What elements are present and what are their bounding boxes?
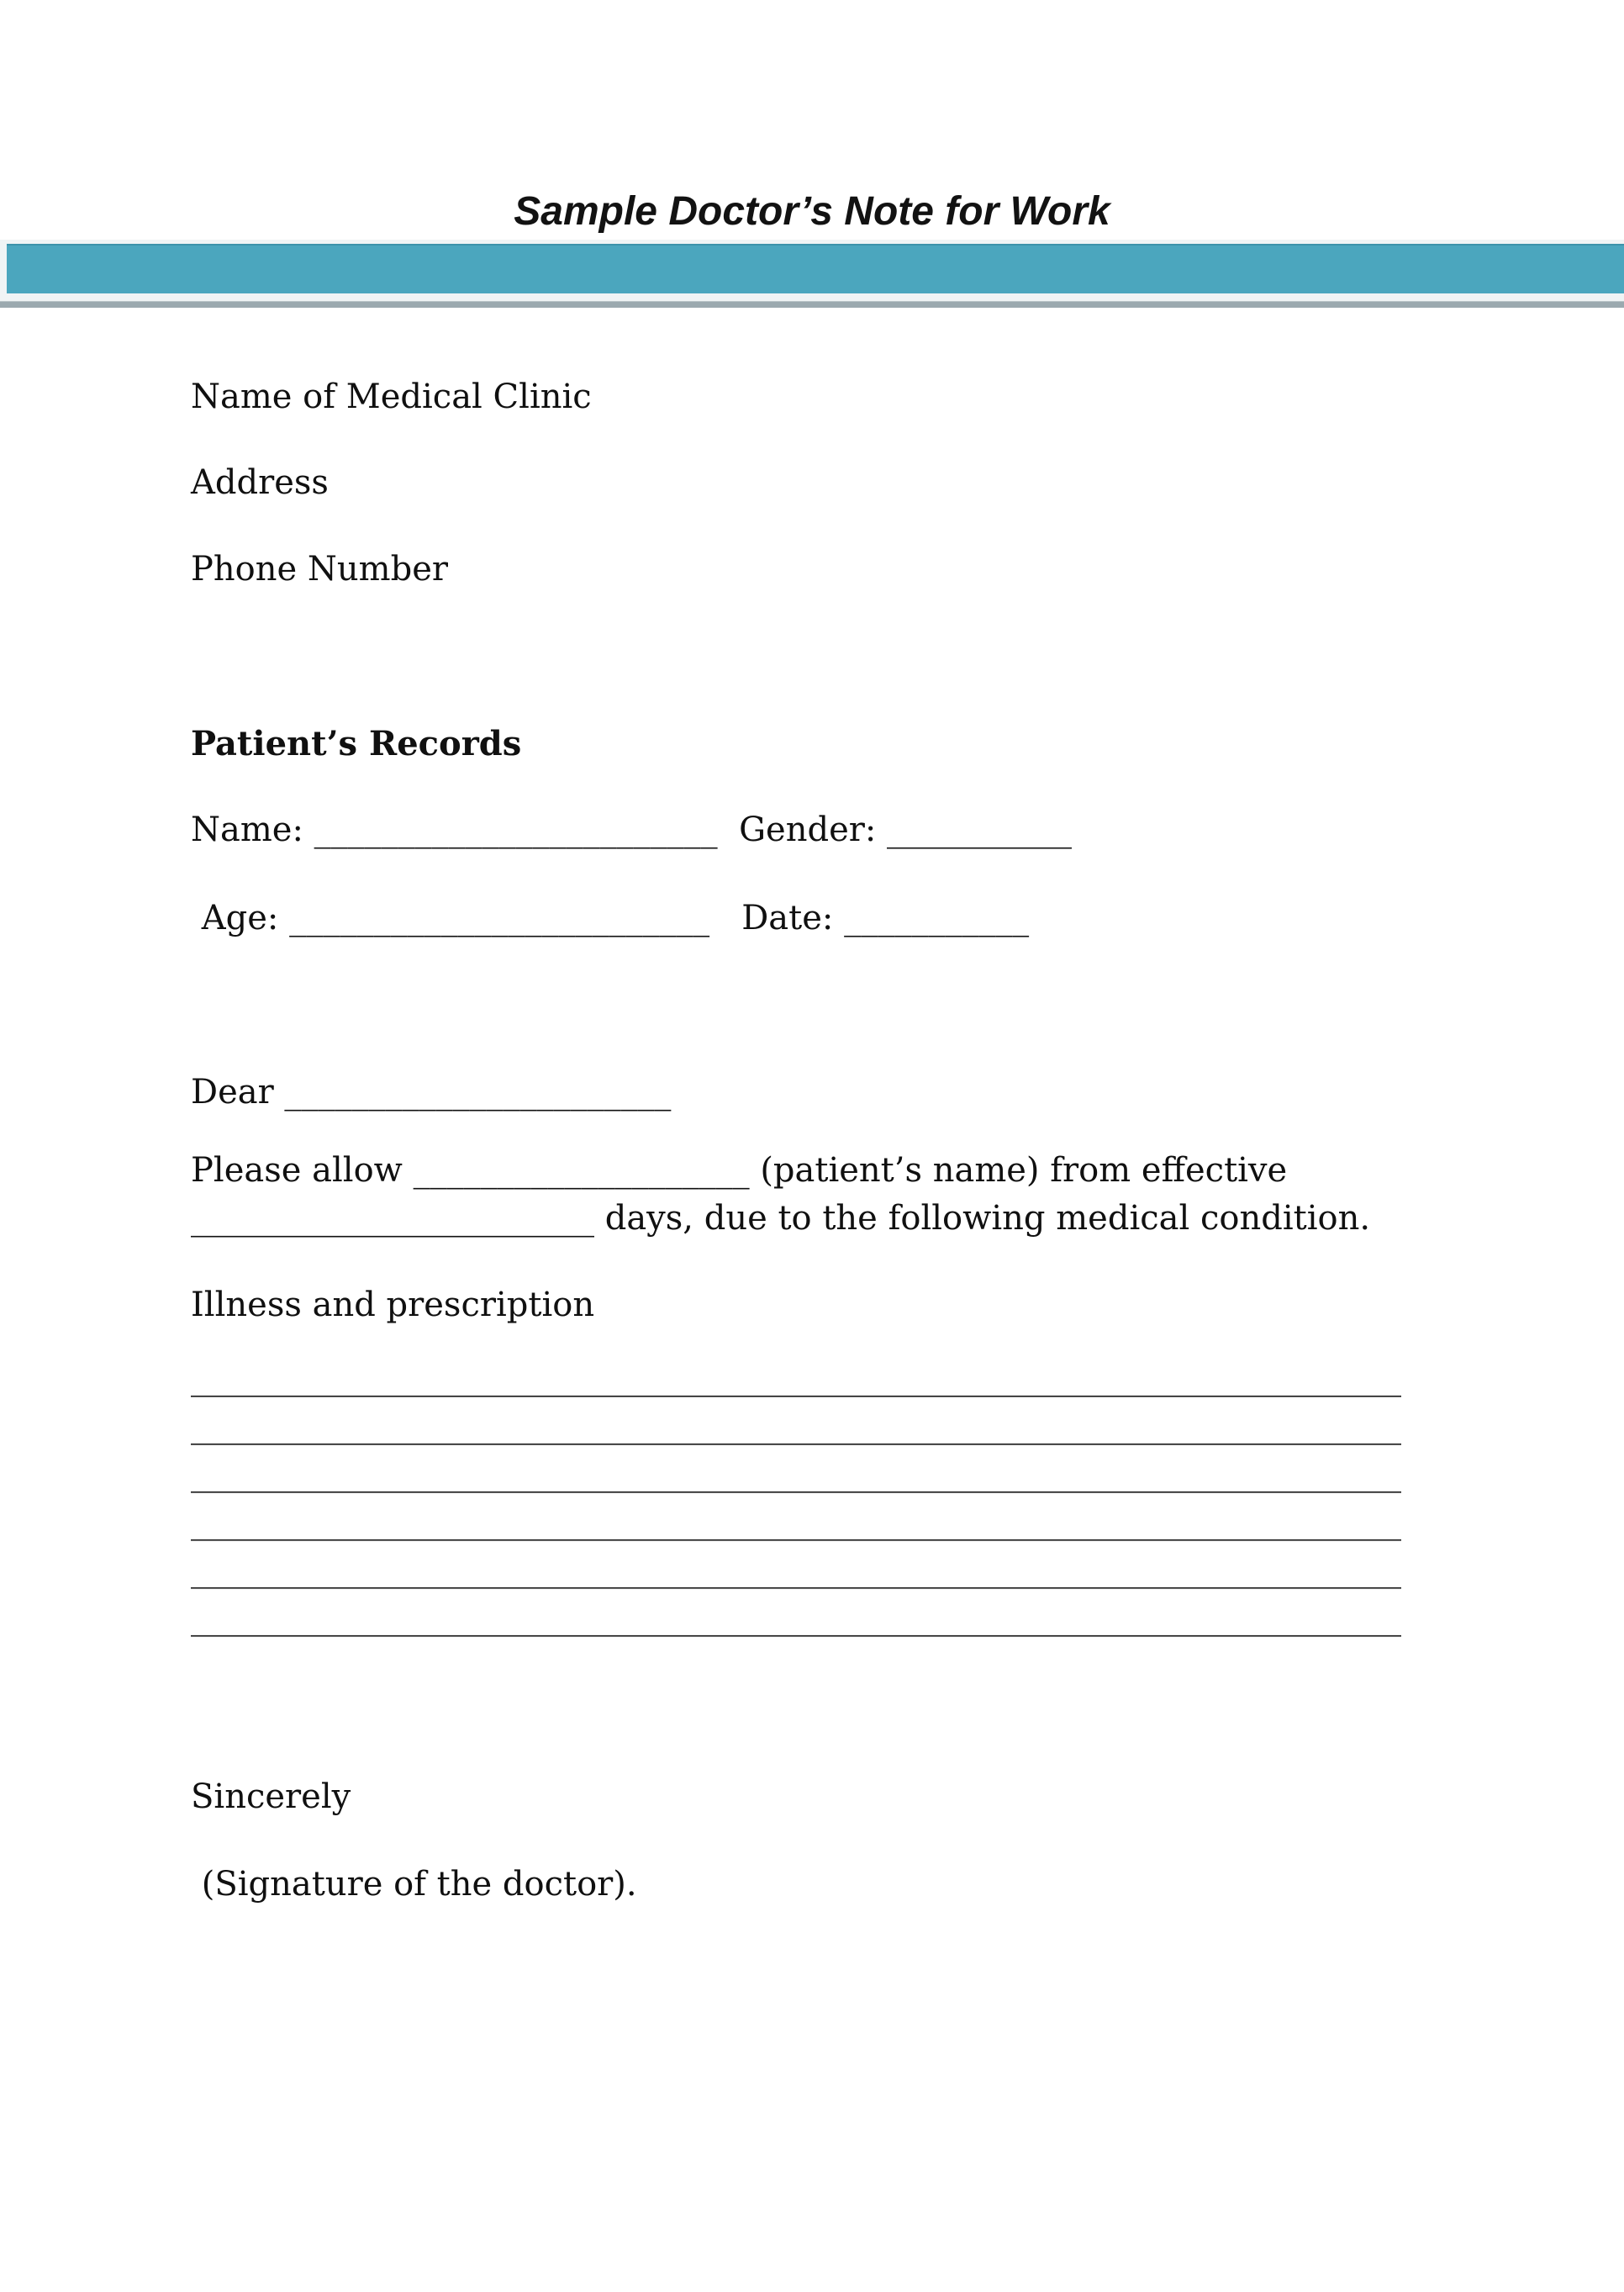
request-paragraph-line1: Please allow ____________________ (patient’s name) from effective	[191, 1151, 1288, 1190]
doctor-signature-placeholder: (Signature of the doctor).	[191, 1865, 637, 1904]
document-page	[0, 190, 1624, 2292]
write-in-rule-line: ________________________________________________________________________	[191, 1455, 1401, 1493]
name-gender-field-line: Name: ________________________ Gender: ___________	[191, 811, 1073, 849]
write-in-rule-line: ________________________________________________________________________	[191, 1550, 1401, 1589]
illness-prescription-label: Illness and prescription	[191, 1286, 595, 1324]
header-band	[0, 240, 1624, 301]
clinic-name-placeholder: Name of Medical Clinic	[191, 378, 592, 416]
document-title: Sample Doctor’s Note for Work	[514, 189, 1110, 234]
request-paragraph-line2: ________________________ days, due to the following medical condition.	[191, 1199, 1371, 1238]
request-paragraph	[191, 1147, 1464, 1243]
write-in-rule-line: ________________________________________________________________________	[191, 1598, 1401, 1637]
write-in-rule-line: ________________________________________________________________________	[191, 1502, 1401, 1541]
header-divider-rule	[0, 301, 1624, 308]
salutation-line: Dear _______________________	[191, 1073, 672, 1112]
header-bar-teal	[7, 244, 1624, 293]
closing-line: Sincerely	[191, 1777, 351, 1816]
document-body	[0, 373, 1624, 1909]
age-date-field-line: Age: _________________________ Date: ___________	[191, 899, 1030, 937]
patient-records-heading: Patient’s Records	[191, 724, 522, 763]
write-in-rule-line: ________________________________________________________________________	[191, 1407, 1401, 1445]
clinic-phone-placeholder: Phone Number	[191, 550, 448, 589]
write-in-rule-line: ________________________________________________________________________	[191, 1359, 1401, 1397]
clinic-address-placeholder: Address	[191, 463, 329, 502]
